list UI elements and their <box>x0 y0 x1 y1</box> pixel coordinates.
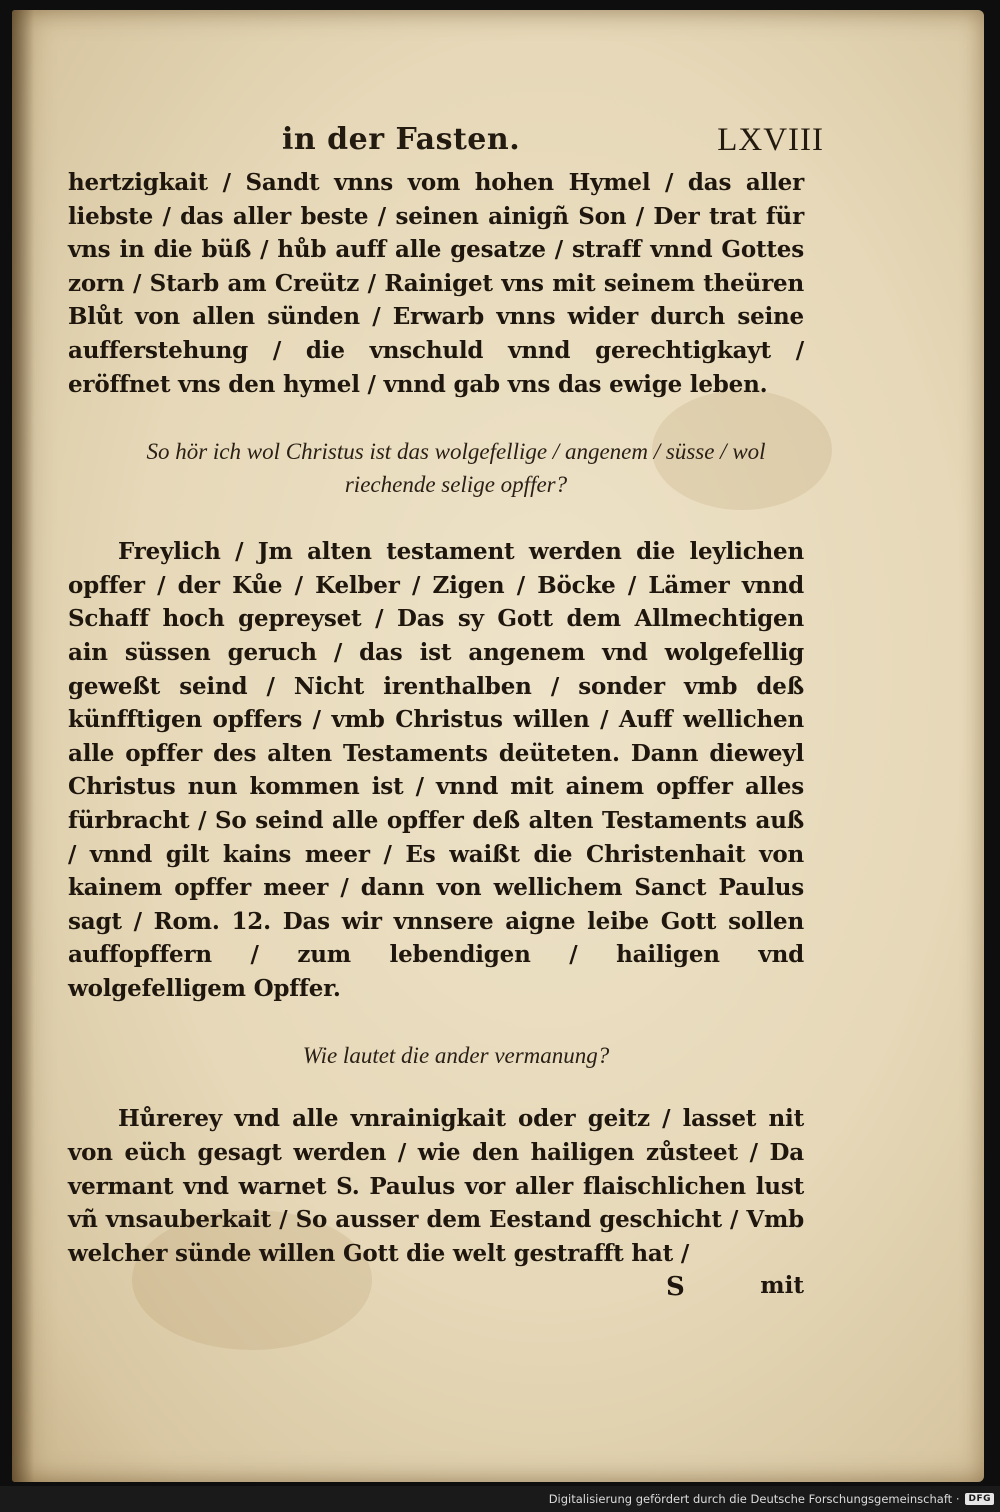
folio-number: LXVIII <box>717 122 824 158</box>
text-block <box>68 166 804 1308</box>
credit-text: Digitalisierung gefördert durch die Deutsche Forschungsgemeinschaft · <box>548 1492 960 1506</box>
book-page <box>12 10 984 1482</box>
running-head: in der Fasten. <box>282 122 521 157</box>
catchword: mit <box>760 1272 804 1300</box>
question-2: Wie lautet die ander vermanung? <box>302 1043 610 1069</box>
signature-mark: S <box>666 1272 685 1303</box>
signature-line <box>68 1272 804 1308</box>
paragraph-2: Freylich / Jm alten testament werden die leylichen opffer / der Kůe / Kelber / Zigen / Böcke / Lämer vnnd Schaff hoch gepreyset / Das sy Gott dem Allmechtigen ain süssen geruch / das ist angenem vnd wolgefellig geweßt seind / Nicht irenthalben / sonder vmb deß künfftigen opffers / vmb Christus willen / Auff wellichen alle opffer des alten Testaments deüteten. Dann dieweyl Christus nun kommen ist / vnnd mit ainem opffer alles fürbracht / So seind alle opffer deß alten Testaments auß / vnnd gilt kains meer / Es waißt die Christenhait von kainem opffer meer / dann von wellichem Sanct Paulus sagt / Rom. 12. Das wir vnnsere aigne leibe Gott sollen auffopffern / zum lebendigen / hailigen vnd wolgefelligem Opffer. <box>68 538 804 1002</box>
page-header <box>12 122 984 168</box>
paragraph-3: Hůrerey vnd alle vnrainigkait oder geitz / lasset nit von eüch gesagt werden / wie den hailigen zůsteet / Da vermant vnd warnet S. Paulus vor aller flaischlichen lust vñ vnsauberkait / So ausser dem Eestand geschicht / Vmb welcher sünde willen Gott die welt gestrafft hat / <box>68 1105 804 1267</box>
digitization-credit <box>549 1488 994 1510</box>
dfg-logo: DFG <box>965 1493 994 1505</box>
paragraph-1: hertzigkait / Sandt vnns vom hohen Hymel / das aller liebste / das aller beste / seinen ainigñ Son / Der trat für vns in die büß / hůb auff alle gesatze / straff vnnd Gottes zorn / Starb am Creütz / Rainiget vns mit seinem theüren Blůt von allen sünden / Erwarb vnns wider durch seine aufferstehung / die vnschuld vnnd gerechtigkayt / eröffnet vns den hymel / vnnd gab vns das ewige leben. <box>68 169 804 398</box>
page-gutter-shadow <box>12 10 34 1482</box>
question-1: So hör ich wol Christus ist das wolgefellige / angenem / süsse / wol riechende selige opffer? <box>146 439 766 498</box>
